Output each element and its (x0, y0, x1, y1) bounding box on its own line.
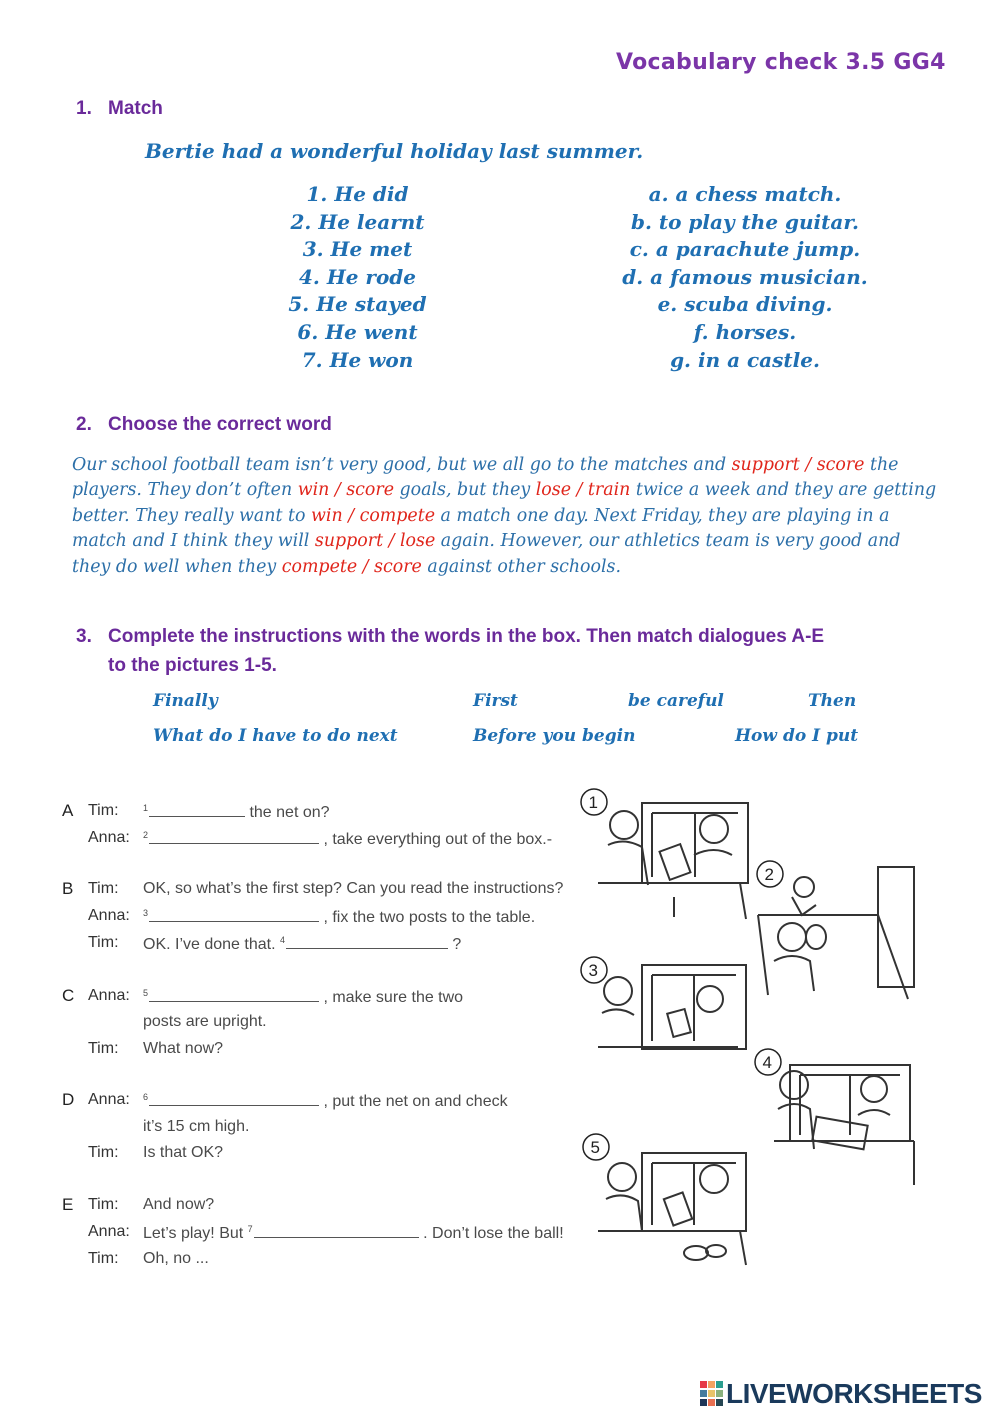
match-right-item: c. a parachute jump. (629, 237, 861, 262)
blank-number: 5 (143, 987, 149, 998)
picture-number: 3 (588, 961, 598, 980)
word-choice[interactable]: support / lose (314, 531, 436, 552)
dialogue-text: , put the net on and check (319, 1093, 508, 1110)
dialogue-line: And now? (143, 1196, 215, 1213)
match-left-column (255, 181, 460, 374)
match-right-item: g. in a castle. (670, 347, 820, 372)
speaker: Anna: (88, 1091, 130, 1108)
section-3-heading (76, 622, 824, 680)
speaker: Tim: (88, 934, 119, 951)
answer-blank[interactable] (149, 802, 245, 817)
match-left-item: 4. He rode (298, 264, 416, 289)
picture-number: 5 (590, 1138, 600, 1157)
dialogue-text: ? (447, 936, 462, 953)
speaker: Anna: (88, 829, 130, 846)
blank-number: 3 (143, 907, 149, 918)
speaker: Tim: (88, 1144, 119, 1161)
picture-4 (774, 1065, 914, 1185)
box-word: Finally (153, 691, 218, 711)
dialogue-line: it’s 15 cm high. (143, 1118, 250, 1135)
blank-number: 2 (143, 829, 149, 840)
answer-blank[interactable] (254, 1223, 419, 1238)
dialogue-line: posts are upright. (143, 1013, 267, 1030)
dialogue-line: What now? (143, 1040, 224, 1057)
box-word: Before you begin (473, 726, 636, 746)
dialogue-line: OK, so what’s the first step? Can you read the instructions? (143, 880, 564, 897)
paragraph-text: against other schools. (421, 556, 622, 577)
dialogue-text: , make sure the two (319, 989, 464, 1006)
picture-3 (598, 965, 746, 1049)
paragraph-text: twice a week and they are getting better. They really want to (72, 480, 937, 526)
dialogue-letter: A (62, 801, 74, 820)
section-2-number: 2. (76, 414, 92, 435)
dialogue-line: Is that OK? (143, 1144, 224, 1161)
speaker: Tim: (88, 1040, 119, 1057)
dialogue-text: , fix the two posts to the table. (319, 909, 536, 926)
dialogue-line (143, 829, 552, 849)
speaker: Tim: (88, 1196, 119, 1213)
dialogue-line (143, 987, 463, 1007)
section-1-title: Match (108, 98, 163, 119)
section-3-title-line1: Complete the instructions with the words in the box. Then match dialogues A-E (108, 626, 825, 647)
answer-blank[interactable] (149, 987, 319, 1002)
worksheet-title: Vocabulary check 3.5 GG4 (616, 50, 946, 75)
speaker: Tim: (88, 880, 119, 897)
dialogue-line (143, 1091, 508, 1111)
blank-number: 6 (143, 1091, 149, 1102)
picture-5 (598, 1153, 746, 1265)
speaker: Anna: (88, 907, 130, 924)
dialogue-text: , take everything out of the box.- (319, 831, 553, 848)
match-right-item: e. scuba diving. (657, 292, 833, 317)
box-word: Then (808, 691, 857, 711)
match-right-item: f. horses. (693, 319, 797, 344)
dialogue-text: the net on? (245, 804, 330, 821)
answer-blank[interactable] (149, 1091, 319, 1106)
match-left-item: 2. He learnt (290, 209, 425, 234)
match-intro: Bertie had a wonderful holiday last summer. (145, 139, 644, 163)
paragraph-text: again. However, our athletics team is very good and they do well when they (72, 531, 901, 577)
speaker: Anna: (88, 1223, 130, 1240)
dialogue-line (143, 907, 535, 927)
dialogue-letter: E (62, 1195, 74, 1214)
paragraph-text: goals, but they (394, 480, 536, 501)
section-2-title: Choose the correct word (108, 414, 332, 435)
section-3-title-line2: to the pictures 1-5. (108, 655, 277, 676)
blank-number: 1 (143, 802, 149, 813)
match-left-item: 6. He went (297, 319, 418, 344)
speaker: Anna: (88, 987, 130, 1004)
word-choice[interactable]: win / score (297, 480, 394, 501)
word-choice[interactable]: win / compete (311, 505, 435, 526)
pictures-panel (578, 785, 928, 1275)
answer-blank[interactable] (149, 829, 319, 844)
dialogue-letter: C (62, 986, 75, 1005)
match-right-item: b. to play the guitar. (630, 209, 860, 234)
match-right-item: a. a chess match. (648, 182, 842, 206)
paragraph-text: Our school football team isn’t very good, but we all go to the matches and (72, 455, 732, 475)
match-right-column (590, 181, 900, 374)
picture-number: 1 (588, 793, 598, 812)
dialogue-text: . Don’t lose the ball! (418, 1225, 564, 1242)
paragraph-text: a match one day. Next Friday, they are playing in a match and I think they will (72, 505, 890, 552)
box-word: be careful (628, 691, 724, 711)
section-1-heading (76, 98, 163, 120)
dialogue-letter: B (62, 879, 74, 898)
box-word: How do I put (735, 726, 859, 746)
dialogue-line (143, 802, 330, 822)
liveworksheets-logo: LIVEWORKSHEETS (726, 1378, 982, 1409)
word-choice[interactable]: lose / train (535, 480, 631, 501)
match-left-item: 3. He met (302, 237, 413, 262)
choose-word-paragraph (72, 453, 942, 580)
dialogue-line (143, 1223, 564, 1243)
dialogue-text: OK. I’ve done that. (143, 936, 280, 953)
liveworksheets-logo-icon (700, 1381, 724, 1407)
speaker: Tim: (88, 1250, 119, 1267)
picture-number: 2 (764, 865, 774, 884)
picture-number: 4 (762, 1053, 772, 1072)
match-left-item: 5. He stayed (288, 292, 427, 317)
word-choice[interactable]: support / score (731, 455, 865, 475)
box-word: First (473, 691, 518, 711)
box-word: What do I have to do next (153, 726, 398, 746)
dialogue-line (143, 934, 461, 954)
blank-number: 7 (247, 1223, 253, 1234)
match-left-item: 7. He won (301, 347, 414, 372)
section-1-number: 1. (76, 98, 92, 119)
word-choice[interactable]: compete / score (281, 556, 422, 577)
picture-2 (758, 867, 914, 999)
dialogue-letter: D (62, 1090, 75, 1109)
dialogue-text: Let’s play! But (143, 1225, 248, 1242)
answer-blank[interactable] (286, 934, 448, 949)
dialogue-line: Oh, no ... (143, 1250, 209, 1267)
speaker: Tim: (88, 802, 119, 819)
match-left-item: 1. He did (306, 182, 409, 206)
answer-blank[interactable] (149, 907, 319, 922)
section-3-number: 3. (76, 626, 92, 647)
picture-1 (598, 803, 748, 919)
match-right-item: d. a famous musician. (622, 264, 868, 289)
section-2-heading (76, 414, 332, 436)
blank-number: 4 (279, 934, 285, 945)
paragraph-text: the players. They don’t often (72, 455, 899, 501)
